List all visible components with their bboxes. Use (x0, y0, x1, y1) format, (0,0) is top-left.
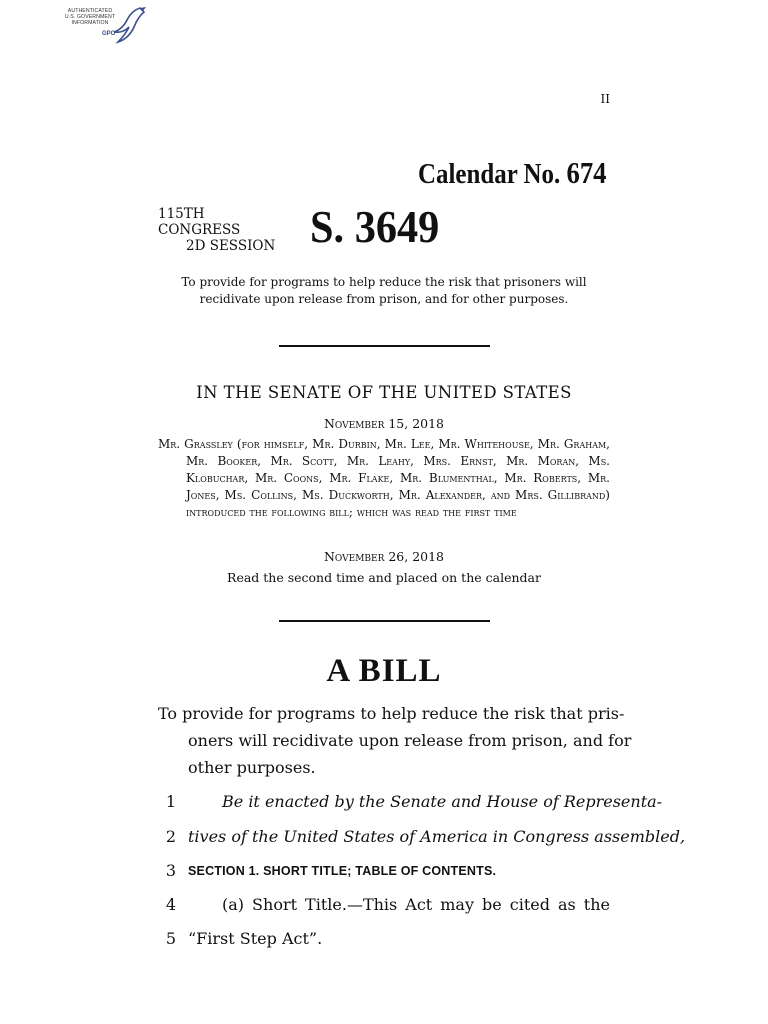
page-mark: II (600, 92, 610, 106)
introduction-date: November 15, 2018 (323, 416, 445, 431)
enacting-clause-line: Be it enacted by the Senate and House of Representa- (222, 792, 663, 811)
purpose-line: other purposes. (188, 758, 316, 777)
bill-summary: To provide for programs to help reduce the risk that prisoners will recidivate upon release from prison, and for other purposes. (181, 275, 587, 306)
sponsors-paragraph (158, 436, 610, 521)
bill-purpose (158, 700, 632, 781)
congress-session-block (158, 206, 288, 254)
gpo-authentication-logo (58, 4, 148, 48)
logo-line: INFORMATION (71, 20, 109, 26)
bill-title: A BILL (326, 653, 442, 689)
calendar-action: Read the second time and placed on the calendar (227, 570, 541, 585)
logo-line: AUTHENTICATED (67, 8, 113, 14)
session-label: 2D SESSION (186, 238, 276, 254)
line-number: 1 (165, 792, 176, 811)
bill-number: S. 3649 (310, 201, 440, 252)
logo-line: U.S. GOVERNMENT (64, 14, 116, 20)
line-number: 5 (165, 929, 176, 948)
line-number: 3 (165, 861, 176, 880)
logo-gpo-mark: GPO (102, 31, 116, 37)
congress-label: 115TH CONGRESS (158, 206, 241, 238)
line-number: 4 (165, 895, 176, 914)
chamber-heading: IN THE SENATE OF THE UNITED STATES (196, 383, 572, 402)
enacting-clause-line: tives of the United States of America in Congress assembled, (188, 827, 686, 846)
section-heading: SECTION 1. SHORT TITLE; TABLE OF CONTENTS. (188, 864, 497, 878)
calendar-value: 674 (566, 155, 607, 190)
sponsors-text: Mr. Grassley (for himself, Mr. Durbin, Mr. Lee, Mr. Whitehouse, Mr. Graham, Mr. Booker, Mr. Scott, Mr. Leahy, Mrs. Ernst, Mr. Moran, Ms. Klobuchar, Mr. Coons, Mr. Flake, Mr. Blumenthal, Mr. Roberts, Mr. Jones, Ms. Collins, Ms. Duckworth, Mr. Alexander, and Mrs. Gillibrand) introduced the following bill; which was read the first time (158, 437, 610, 519)
purpose-line: To provide for programs to help reduce the risk that pris- (158, 704, 625, 723)
calendar-label: Calendar No. (418, 158, 561, 190)
short-title-line: (a) Short Title.—This Act may be cited as the (222, 895, 610, 914)
divider (279, 345, 490, 347)
line-number: 2 (165, 827, 176, 846)
calendar-number (418, 155, 606, 191)
eagle-icon (110, 4, 148, 48)
short-title-line: “First Step Act”. (188, 929, 323, 948)
second-reading-date: November 26, 2018 (323, 549, 445, 564)
divider (279, 620, 490, 622)
purpose-line: oners will recidivate upon release from prison, and for (188, 731, 632, 750)
